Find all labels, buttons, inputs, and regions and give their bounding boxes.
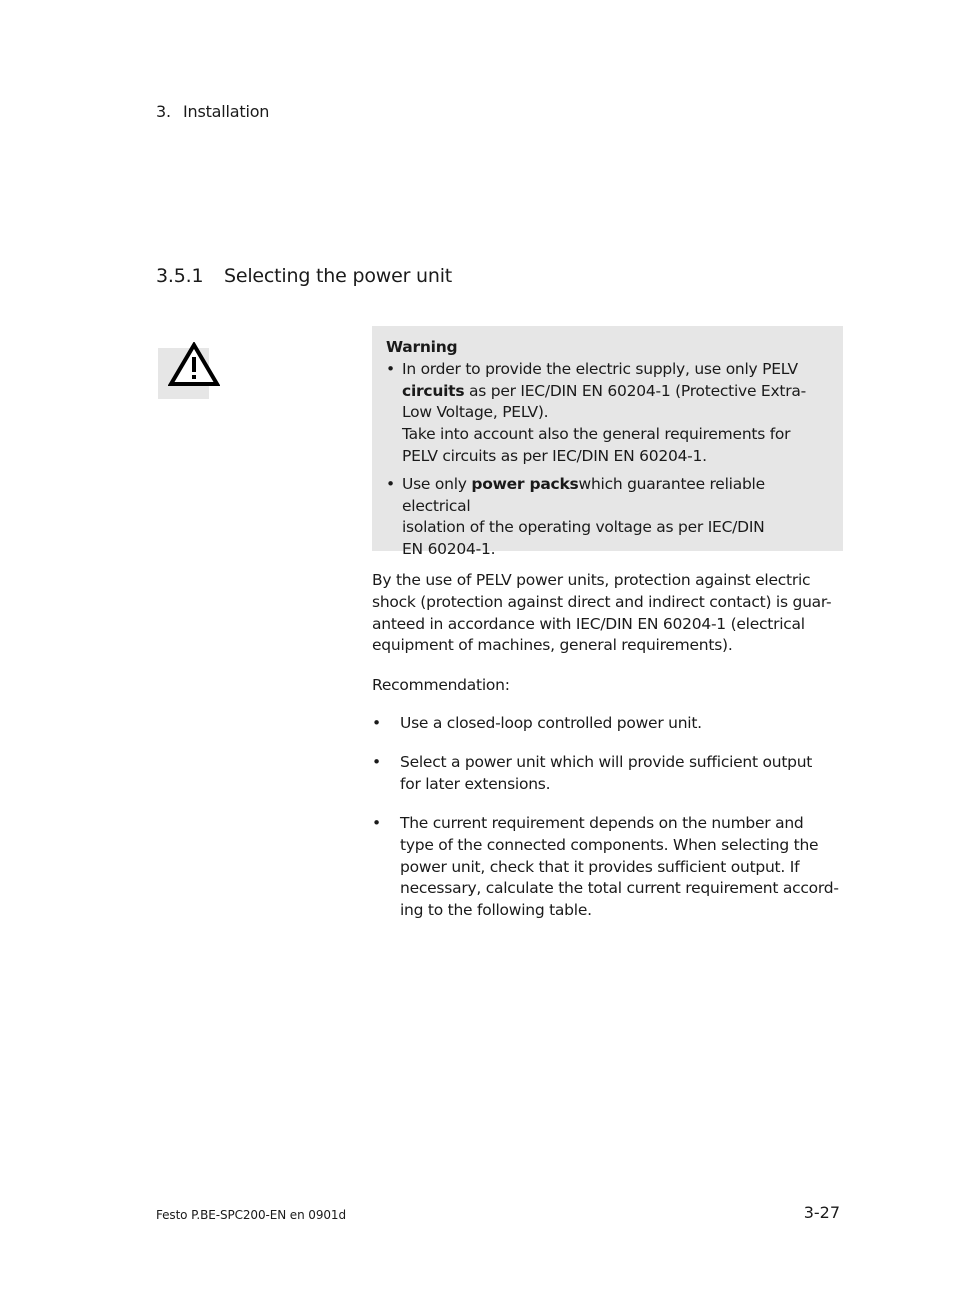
warning-item-line: EN 60204-1. — [402, 540, 496, 559]
section-number: 3.5.1 — [156, 265, 204, 287]
warning-item-line: PELV circuits as per IEC/DIN EN 60204-1. — [402, 446, 707, 465]
warning-item-line: In order to provide the electric supply, use only PELV — [402, 359, 798, 378]
warning-box — [372, 326, 843, 559]
emphasis-power-packs: power packs — [471, 474, 579, 493]
warning-title: Warning — [386, 338, 458, 356]
warning-triangle-icon — [168, 342, 220, 388]
list-item — [372, 752, 844, 796]
warning-icon-box — [158, 348, 209, 399]
bullet: • — [386, 359, 395, 378]
list-item — [372, 713, 844, 735]
paragraph-line: By the use of PELV power units, protection against electric — [372, 571, 811, 589]
list-item-line: The current requirement depends on the number and — [400, 814, 804, 832]
chapter-number: 3. — [156, 102, 171, 121]
bullet: • — [372, 814, 381, 832]
list-item-line: power unit, check that it provides sufficient output. If — [400, 857, 800, 876]
warning-item-line: Take into account also the general requirements for — [402, 425, 791, 444]
warning-item-line: circuits as per IEC/DIN EN 60204-1 (Protective Extra- — [402, 381, 806, 400]
list-item-line: necessary, calculate the total current requirement accord- — [400, 879, 839, 898]
paragraph-line: shock (protection against direct and indirect contact) is guar- — [372, 592, 832, 611]
list-item-line: Use a closed-loop controlled power unit. — [400, 714, 702, 732]
list-item-line: for later extensions. — [400, 774, 551, 793]
emphasis-circuits: circuits — [402, 381, 465, 400]
paragraph-line: anteed in accordance with IEC/DIN EN 60204-1 (electrical — [372, 614, 805, 633]
section-title: Selecting the power unit — [224, 265, 453, 287]
list-item-line: type of the connected components. When selecting the — [400, 835, 819, 854]
paragraph-line: equipment of machines, general requirements). — [372, 636, 733, 655]
warning-item-line: isolation of the operating voltage as per IEC/DIN — [402, 518, 765, 537]
footer-document-id: Festo P.BE-SPC200-EN en 0901d — [156, 1208, 346, 1222]
bullet: • — [372, 714, 381, 732]
page-number: 3-27 — [803, 1203, 840, 1222]
list-item — [372, 813, 844, 922]
recommendation-label: Recommendation: — [372, 676, 510, 694]
bullet: • — [372, 753, 381, 771]
warning-item-line: Use only power packswhich guarantee reliable electrical — [402, 474, 765, 515]
bullet: • — [386, 474, 395, 493]
warning-item-line: Low Voltage, PELV). — [402, 403, 549, 422]
body-paragraph — [372, 570, 844, 657]
warning-item — [386, 474, 835, 561]
list-item-line: Select a power unit which will provide sufficient output — [400, 753, 813, 771]
chapter-header — [156, 101, 269, 123]
list-item-line: ing to the following table. — [400, 901, 592, 920]
chapter-title: Installation — [183, 102, 270, 121]
warning-item — [386, 359, 835, 468]
section-heading — [156, 263, 452, 289]
